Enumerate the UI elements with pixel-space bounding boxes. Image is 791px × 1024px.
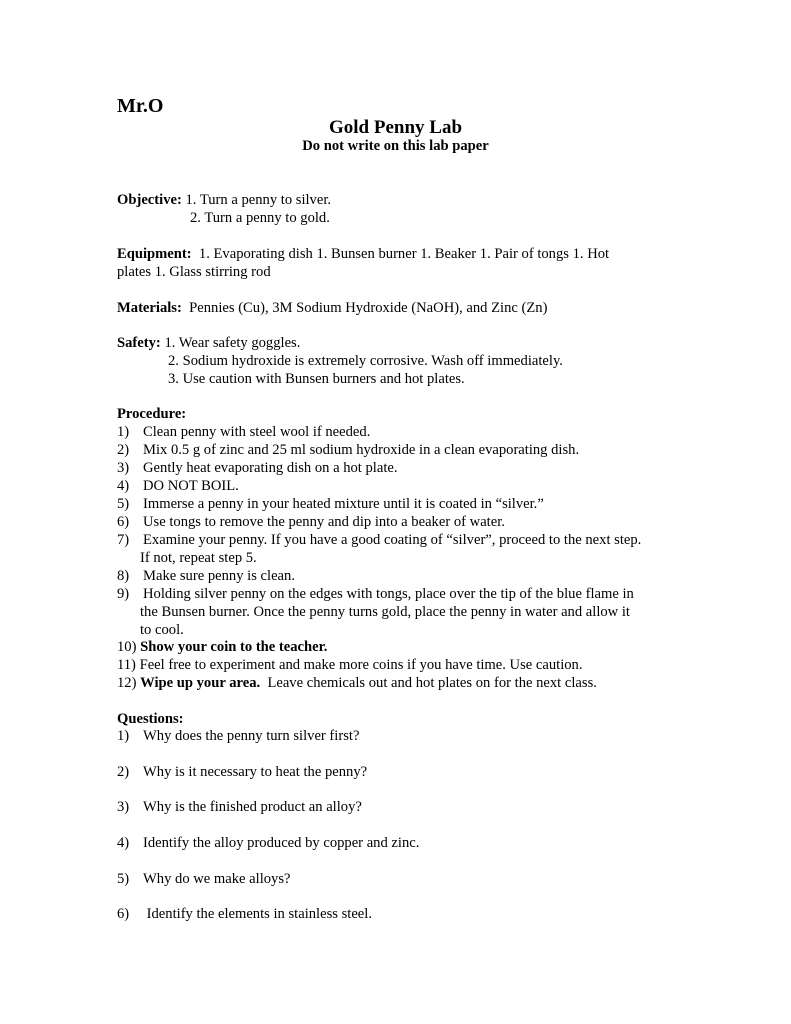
step-text: Clean penny with steel wool if needed. [143,424,371,440]
question-number: 5) [117,871,130,887]
question-item [117,905,372,923]
procedure-step [117,459,398,477]
question-number: 2) [117,764,130,780]
step-number: 5) [117,496,130,512]
procedure-step [117,656,583,674]
page-subtitle: Do not write on this lab paper [302,138,489,154]
step-bold-text: Wipe up your area. [140,675,261,691]
question-item [117,763,367,781]
step-text: Immerse a penny in your heated mixture until it is coated in “silver.” [143,496,544,512]
step-text: Leave chemicals out and hot plates on for the next class. [260,675,597,691]
materials-label: Materials: [117,300,182,316]
question-text: Identify the alloy produced by copper and zinc. [143,835,420,851]
step-number: 7) [117,532,130,548]
step-text: Use tongs to remove the penny and dip into a beaker of water. [143,514,505,530]
materials-text: Pennies (Cu), 3M Sodium Hydroxide (NaOH), and Zinc (Zn) [189,300,548,316]
step-text: Gently heat evaporating dish on a hot plate. [143,460,398,476]
step-text: Examine your penny. If you have a good coating of “silver”, proceed to the next step. [143,532,642,548]
equipment-text: 1. Evaporating dish 1. Bunsen burner 1. Beaker 1. Pair of tongs 1. Hot [198,246,610,262]
question-number: 3) [117,799,130,815]
step-number: 8) [117,568,130,584]
step-text: Feel free to experiment and make more coins if you have time. Use caution. [139,657,583,673]
step-text: Holding silver penny on the edges with tongs, place over the tip of the blue flame in [143,586,634,602]
procedure-step [117,495,544,513]
procedure-step [117,477,239,495]
step-continuation: to cool. [140,622,184,638]
safety-item: 1. Wear safety goggles. [164,335,301,351]
step-number: 2) [117,442,130,458]
step-continuation: If not, repeat step 5. [140,550,257,566]
objective-item: 2. Turn a penny to gold. [190,210,330,226]
safety-line-1 [117,334,300,352]
objective-line-1 [117,191,331,209]
question-item [117,798,362,816]
procedure-step [117,585,634,603]
question-text: Why is it necessary to heat the penny? [143,764,368,780]
question-text: Identify the elements in stainless steel. [143,906,372,922]
questions-label: Questions: [117,711,184,727]
objective-label: Objective: [117,192,182,208]
page-title: Gold Penny Lab [328,117,463,138]
question-text: Why is the finished product an alloy? [143,799,362,815]
equipment-line-1 [117,245,609,263]
question-item [117,870,291,888]
author: Mr.O [117,95,164,117]
procedure-step [117,513,505,531]
step-continuation: the Bunsen burner. Once the penny turns gold, place the penny in water and allow it [140,604,630,620]
step-text: Make sure penny is clean. [143,568,295,584]
step-number: 11) [117,657,136,673]
step-text: Mix 0.5 g of zinc and 25 ml sodium hydroxide in a clean evaporating dish. [143,442,580,458]
procedure-label: Procedure: [117,406,187,422]
question-number: 6) [117,906,130,922]
question-number: 1) [117,728,130,744]
step-text: DO NOT BOIL. [143,478,239,494]
procedure-step [117,531,641,549]
step-number: 10) [117,639,137,655]
step-number: 4) [117,478,130,494]
step-number: 9) [117,586,130,602]
question-item [117,834,419,852]
step-number: 1) [117,424,130,440]
step-number: 12) [117,675,137,691]
step-number: 6) [117,514,130,530]
question-item [117,727,359,745]
question-number: 4) [117,835,130,851]
question-text: Why do we make alloys? [143,871,291,887]
equipment-line-2: plates 1. Glass stirring rod [117,264,271,280]
safety-item: 3. Use caution with Bunsen burners and hot plates. [168,371,465,387]
procedure-step [117,638,327,656]
step-number: 3) [117,460,130,476]
procedure-step [117,423,370,441]
procedure-step [117,674,597,692]
equipment-label: Equipment: [117,246,192,262]
objective-item: 1. Turn a penny to silver. [185,192,332,208]
question-text: Why does the penny turn silver first? [143,728,360,744]
safety-label: Safety: [117,335,161,351]
procedure-step [117,441,579,459]
procedure-step [117,567,295,585]
safety-item: 2. Sodium hydroxide is extremely corrosive. Wash off immediately. [168,353,563,369]
materials-line [117,299,547,317]
step-bold-text: Show your coin to the teacher. [140,639,328,655]
